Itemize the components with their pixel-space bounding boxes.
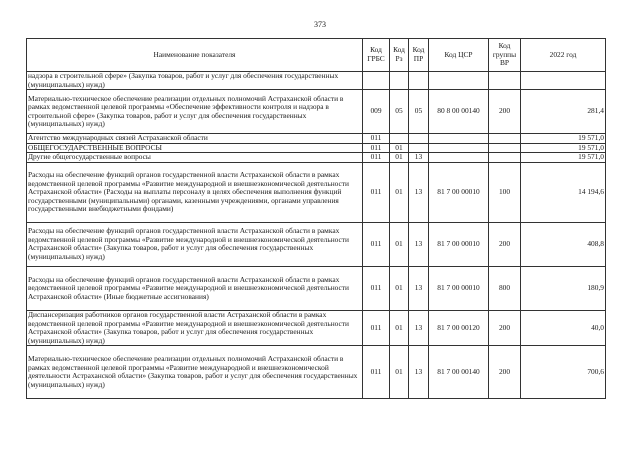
row-grbs-cell: 011	[363, 162, 390, 222]
header-grbs: Код ГРБС	[363, 39, 390, 72]
row-name-cell: Расходы на обеспечение функций органов государственной власти Астраханской области в рамках ведомственной целевой программы «Развитие международной и внешнеэкономической деятельности Астраханской области» (Закупка товаров, работ и услуг для обеспечения государственных (муниципальных) нужд)	[27, 222, 363, 266]
row-grbs-cell	[363, 72, 390, 90]
table-row	[27, 153, 606, 163]
header-csr: Код ЦСР	[429, 39, 489, 72]
row-csr-cell: 81 7 00 00120	[429, 310, 489, 345]
table-row	[27, 143, 606, 153]
row-vr-cell	[489, 143, 521, 153]
row-rz-cell: 01	[390, 153, 409, 163]
table-row	[27, 134, 606, 144]
row-csr-cell: 81 7 00 00010	[429, 162, 489, 222]
header-pr: Код ПР	[409, 39, 429, 72]
row-grbs-cell: 011	[363, 346, 390, 399]
row-name-cell: Диспансеризация работников органов государственной власти Астраханской области в рамках ведомственной целевой программы «Развитие международной и внешнеэкономической деятельности Астраханской области» (Закупка товаров, работ и услуг для обеспечения государственных (муниципальных) нужд)	[27, 310, 363, 345]
page-number: 373	[314, 20, 326, 29]
row-pr-cell: 13	[409, 310, 429, 345]
row-name-cell: Другие общегосударственные вопросы	[27, 153, 363, 163]
table-row	[27, 72, 606, 90]
row-rz-cell: 01	[390, 143, 409, 153]
row-csr-cell: 81 7 00 00140	[429, 346, 489, 399]
row-pr-cell: 13	[409, 346, 429, 399]
row-rz-cell: 01	[390, 266, 409, 310]
row-grbs-cell: 011	[363, 266, 390, 310]
row-rz-cell	[390, 134, 409, 144]
row-vr-cell: 200	[489, 346, 521, 399]
row-amount-cell: 19 571,0	[521, 134, 606, 144]
row-pr-cell: 13	[409, 162, 429, 222]
row-amount-cell: 281,4	[521, 90, 606, 134]
row-rz-cell: 01	[390, 162, 409, 222]
row-vr-cell: 200	[489, 310, 521, 345]
row-grbs-cell: 011	[363, 143, 390, 153]
row-vr-cell	[489, 72, 521, 90]
row-rz-cell: 01	[390, 310, 409, 345]
table-row	[27, 222, 606, 266]
row-csr-cell: 81 7 00 00010	[429, 222, 489, 266]
row-vr-cell	[489, 134, 521, 144]
row-vr-cell: 100	[489, 162, 521, 222]
row-amount-cell: 700,6	[521, 346, 606, 399]
table-row	[27, 90, 606, 134]
row-grbs-cell: 011	[363, 134, 390, 144]
row-rz-cell: 01	[390, 222, 409, 266]
header-name: Наименование показателя	[27, 39, 363, 72]
row-grbs-cell: 011	[363, 222, 390, 266]
row-amount-cell: 19 571,0	[521, 143, 606, 153]
row-vr-cell: 200	[489, 222, 521, 266]
row-name-cell: Материально-техническое обеспечение реализации отдельных полномочий Астраханской области в рамках ведомственной целевой программы «Развитие международной и внешнеэкономической деятельности Астраханской области» (Закупка товаров, работ и услуг для обеспечения государственных (муниципальных) нужд)	[27, 346, 363, 399]
header-vr: Код группы ВР	[489, 39, 521, 72]
table-row	[27, 346, 606, 399]
row-name-cell: Расходы на обеспечение функций органов государственной власти Астраханской области в рамках ведомственной целевой программы «Развитие международной и внешнеэкономической деятельности Астраханской области» (Расходы на выплаты персоналу в целях обеспечения выполнения функций государственными (муниципальными) органами, казенными учреждениями, органами управления государственными внебюджетными фондами)	[27, 162, 363, 222]
row-csr-cell: 80 8 00 00140	[429, 90, 489, 134]
row-amount-cell: 40,0	[521, 310, 606, 345]
table-header-row	[27, 39, 606, 72]
row-amount-cell: 14 194,6	[521, 162, 606, 222]
table-row	[27, 162, 606, 222]
row-name-cell: надзора в строительной сфере» (Закупка товаров, работ и услуг для обеспечения государственных (муниципальных) нужд)	[27, 72, 363, 90]
row-amount-cell: 19 571,0	[521, 153, 606, 163]
row-pr-cell: 13	[409, 222, 429, 266]
row-amount-cell: 180,9	[521, 266, 606, 310]
header-year: 2022 год	[521, 39, 606, 72]
row-amount-cell	[521, 72, 606, 90]
row-name-cell: Агентство международных связей Астраханской области	[27, 134, 363, 144]
budget-table	[26, 38, 606, 399]
row-pr-cell	[409, 134, 429, 144]
row-name-cell: Материально-техническое обеспечение реализации отдельных полномочий Астраханской области в рамках ведомственной целевой программы «Обеспечение эффективности контроля и надзора в строительной сфере» (Закупка товаров, работ и услуг для обеспечения государственных (муниципальных) нужд)	[27, 90, 363, 134]
table-row	[27, 310, 606, 345]
row-csr-cell	[429, 143, 489, 153]
header-rz: Код Рз	[390, 39, 409, 72]
table-row	[27, 266, 606, 310]
row-csr-cell	[429, 134, 489, 144]
row-pr-cell: 13	[409, 266, 429, 310]
row-name-cell: Расходы на обеспечение функций органов государственной власти Астраханской области в рамках ведомственной целевой программы «Развитие международной и внешнеэкономической деятельности Астраханской области» (Иные бюджетные ассигнования)	[27, 266, 363, 310]
row-pr-cell	[409, 143, 429, 153]
row-csr-cell	[429, 153, 489, 163]
row-vr-cell: 800	[489, 266, 521, 310]
row-vr-cell: 200	[489, 90, 521, 134]
row-pr-cell: 05	[409, 90, 429, 134]
row-rz-cell: 05	[390, 90, 409, 134]
row-rz-cell: 01	[390, 346, 409, 399]
row-grbs-cell: 009	[363, 90, 390, 134]
row-grbs-cell: 011	[363, 153, 390, 163]
row-csr-cell	[429, 72, 489, 90]
row-rz-cell	[390, 72, 409, 90]
row-name-cell: ОБЩЕГОСУДАРСТВЕННЫЕ ВОПРОСЫ	[27, 143, 363, 153]
row-grbs-cell: 011	[363, 310, 390, 345]
row-pr-cell: 13	[409, 153, 429, 163]
row-vr-cell	[489, 153, 521, 163]
row-csr-cell: 81 7 00 00010	[429, 266, 489, 310]
row-amount-cell: 408,8	[521, 222, 606, 266]
row-pr-cell	[409, 72, 429, 90]
